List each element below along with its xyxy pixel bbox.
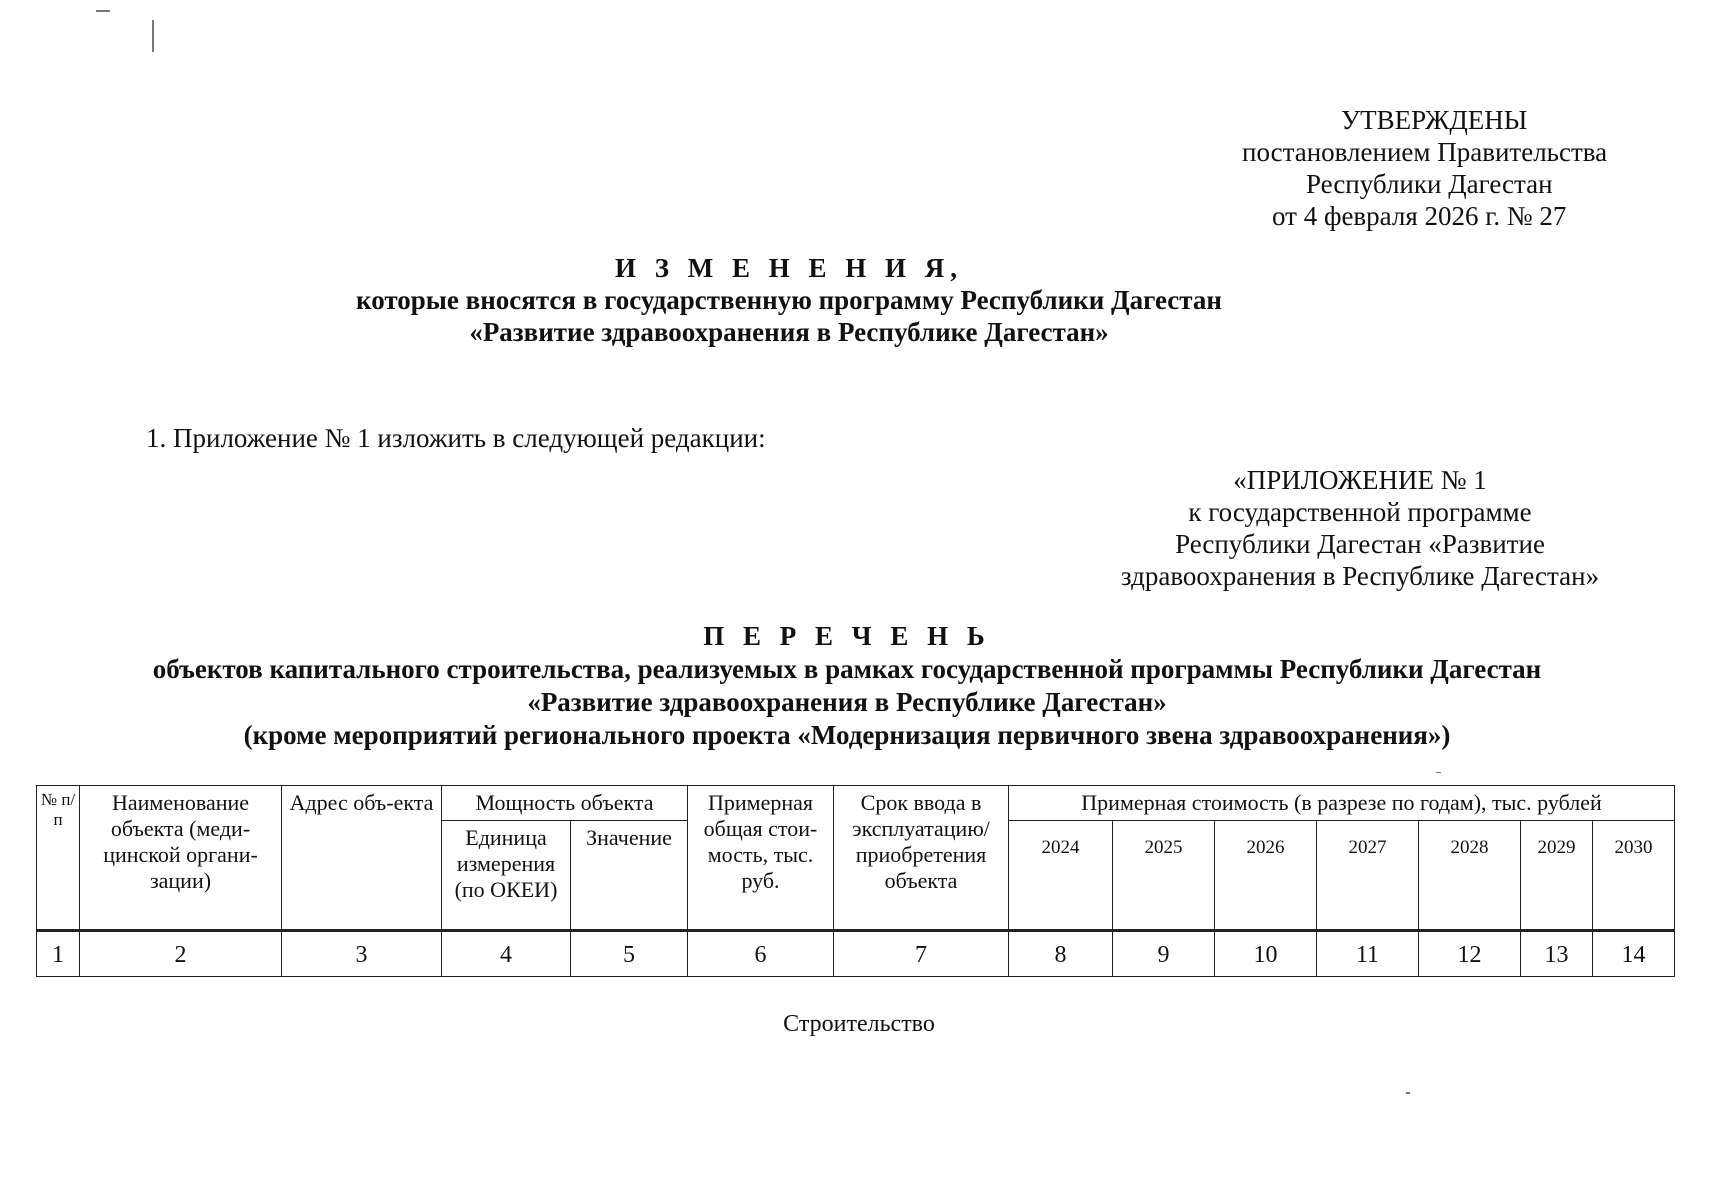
header-deadline: Срок ввода в эксплуатацию/ приобретения объекта [834, 786, 1009, 931]
scan-speck [1406, 1092, 1410, 1094]
appendix-line-4: здравоохранения в Республике Дагестан» [1120, 561, 1600, 591]
header-number: № п/п [37, 786, 80, 931]
approval-stamp [1200, 104, 1700, 232]
header-value: Значение [571, 821, 688, 931]
header-object-name: Наименование объекта (меди-цинской органи-зации) [80, 786, 282, 931]
objects-table [36, 785, 1675, 977]
column-number-cell: 10 [1215, 931, 1317, 977]
approval-line-4: от 4 февраля 2026 г. № 27 [1272, 201, 1567, 231]
header-total-cost: Примерная общая стои-мость, тыс. руб. [688, 786, 834, 931]
changes-title-subtitle: которые вносятся в государственную программу Республики Дагестан [356, 285, 1222, 315]
column-number-row [37, 931, 1675, 977]
header-cost-by-year: Примерная стоимость (в разрезе по годам), тыс. рублей [1009, 786, 1675, 821]
appendix-line-3: Республики Дагестан «Развитие [1175, 529, 1545, 559]
header-year-2027: 2027 [1317, 821, 1419, 931]
list-title-main: П Е Р Е Ч Е Н Ь [703, 621, 991, 651]
changes-title-program: «Развитие здравоохранения в Республике Дагестан» [469, 317, 1109, 347]
scan-speck [152, 20, 154, 52]
header-capacity: Мощность объекта [442, 786, 688, 821]
section-label: Строительство [783, 1011, 935, 1037]
column-number-cell: 9 [1113, 931, 1215, 977]
header-year-2029: 2029 [1521, 821, 1593, 931]
header-year-2025: 2025 [1113, 821, 1215, 931]
appendix-line-1: «ПРИЛОЖЕНИЕ № 1 [1233, 465, 1487, 495]
appendix-header [1080, 464, 1640, 592]
list-title-line-3: «Развитие здравоохранения в Республике Дагестан» [527, 687, 1167, 717]
column-number-cell: 12 [1419, 931, 1521, 977]
column-number-cell: 5 [571, 931, 688, 977]
changes-title-main: И З М Е Н Е Н И Я, [614, 253, 963, 283]
column-number-cell: 8 [1009, 931, 1113, 977]
header-year-2030: 2030 [1593, 821, 1675, 931]
column-number-cell: 7 [834, 931, 1009, 977]
column-number-cell: 1 [37, 931, 80, 977]
header-year-2028: 2028 [1419, 821, 1521, 931]
column-number-cell: 2 [80, 931, 282, 977]
changes-title [0, 252, 1648, 348]
column-number-cell: 11 [1317, 931, 1419, 977]
list-title-line-2: объектов капитального строительства, реализуемых в рамках государственной программы Республики Дагестан [152, 654, 1542, 684]
list-title-line-4: (кроме мероприятий регионального проекта «Модернизация первичного звена здравоохранения») [243, 720, 1451, 750]
header-year-2026: 2026 [1215, 821, 1317, 931]
approval-line-2: постановлением Правительства [1242, 137, 1608, 167]
approval-line-1: УТВЕРЖДЕНЫ [1341, 105, 1528, 135]
header-address: Адрес объ-екта [282, 786, 442, 931]
header-unit: Единица измерения (по ОКЕИ) [442, 821, 571, 931]
column-number-cell: 4 [442, 931, 571, 977]
column-number-cell: 6 [688, 931, 834, 977]
approval-line-3: Республики Дагестан [1306, 169, 1553, 199]
paragraph-1: 1. Приложение № 1 изложить в следующей редакции: [146, 423, 766, 453]
scan-speck [1436, 772, 1441, 773]
column-number-cell: 3 [282, 931, 442, 977]
column-number-cell: 13 [1521, 931, 1593, 977]
header-year-2024: 2024 [1009, 821, 1113, 931]
appendix-line-2: к государственной программе [1188, 497, 1532, 527]
column-number-cell: 14 [1593, 931, 1675, 977]
list-title [0, 620, 1706, 752]
scan-speck [96, 10, 110, 12]
